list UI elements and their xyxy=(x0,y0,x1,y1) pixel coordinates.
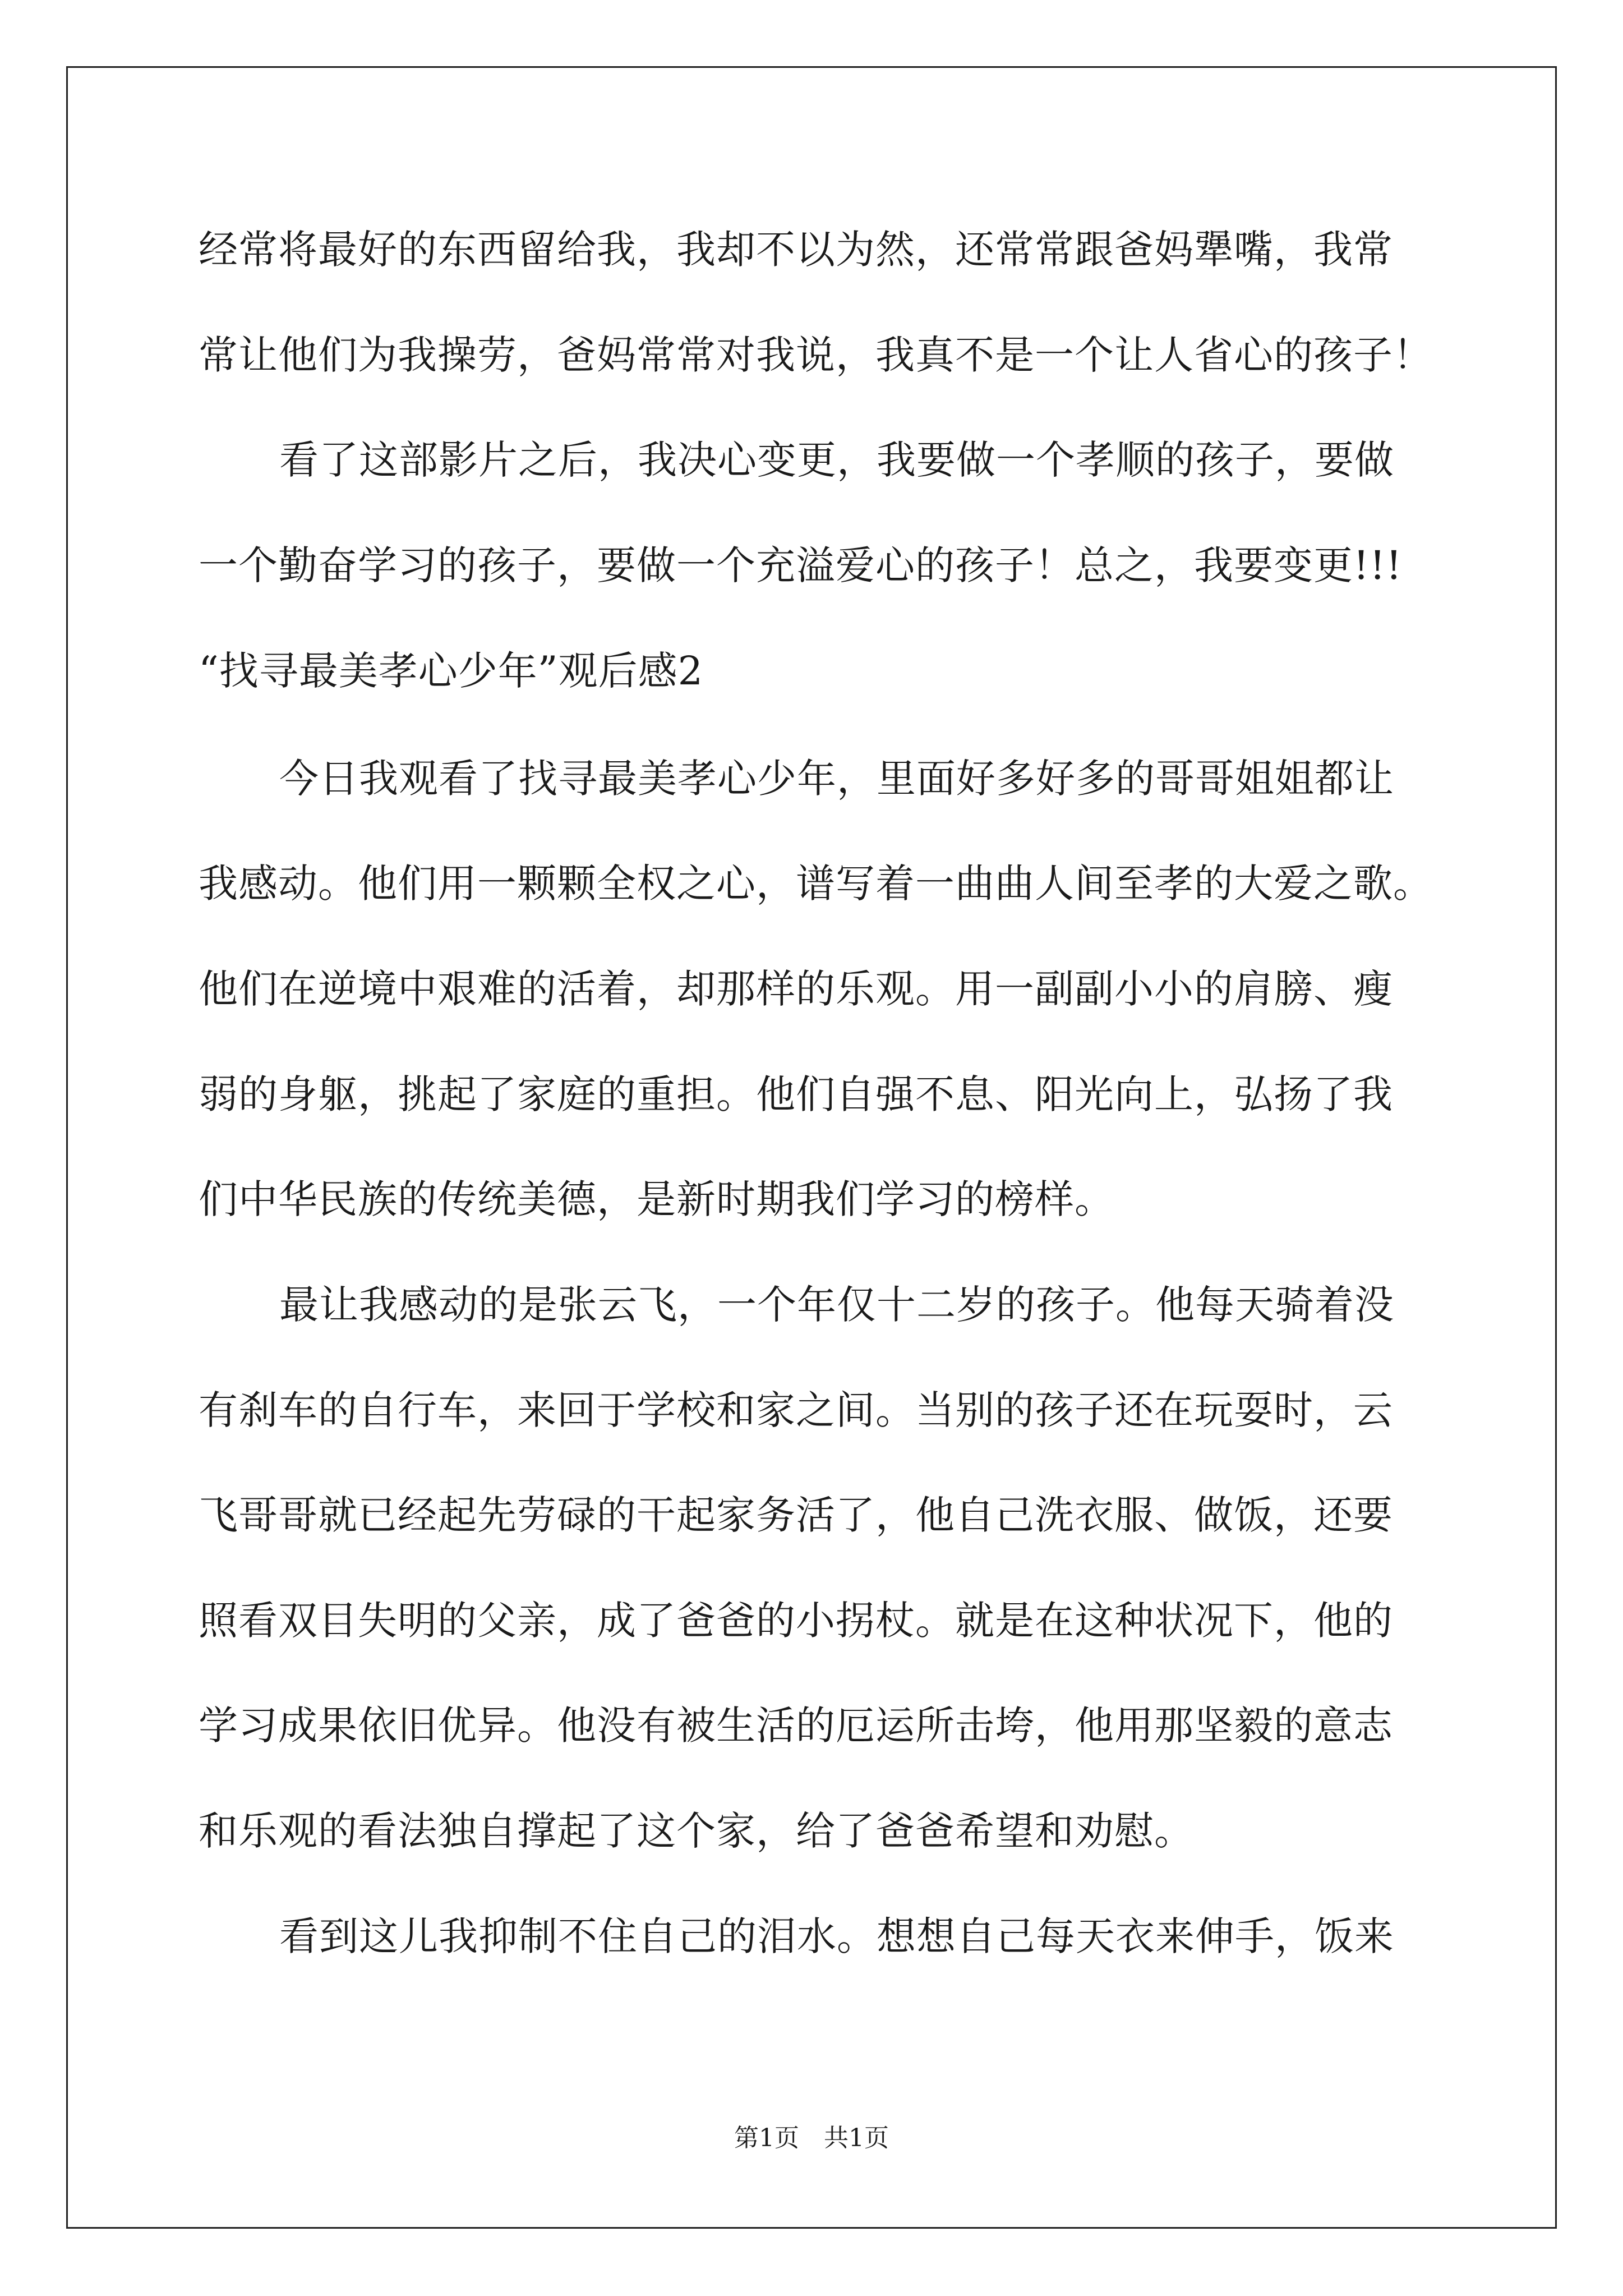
text-line: 今日我观看了找寻最美孝心少年，里面好多好多的哥哥姐姐都让 xyxy=(279,756,1394,802)
text-line: 照看双目失明的父亲，成了爸爸的小拐杖。就是在这种状况下，他的 xyxy=(199,1598,1393,1644)
text-line: 学习成果依旧优异。他没有被生活的厄运所击垮，他用那坚毅的意志 xyxy=(199,1703,1393,1749)
text-line: 和乐观的看法独自撑起了这个家，给了爸爸希望和劝慰。 xyxy=(199,1808,1194,1854)
text-line: 有刹车的自行车，来回于学校和家之间。当别的孩子还在玩耍时，云 xyxy=(199,1387,1393,1433)
text-line: 常让他们为我操劳，爸妈常常对我说，我真不是一个让人省心的孩子！ xyxy=(199,332,1433,378)
text-line: 们中华民族的传统美德，是新时期我们学习的榜样。 xyxy=(199,1176,1114,1222)
text-line: 我感动。他们用一颗颗全权之心，谱写着一曲曲人间至孝的大爱之歌。 xyxy=(199,861,1433,907)
page-number: 第1页 共1页 xyxy=(734,2124,889,2152)
text-line: 飞哥哥就已经起先劳碌的干起家务活了，他自己洗衣服、做饭，还要 xyxy=(199,1492,1393,1538)
page-border xyxy=(66,66,1557,2229)
text-line: 一个勤奋学习的孩子，要做一个充溢爱心的孩子！总之，我要变更!!! xyxy=(199,542,1403,588)
text-line: 他们在逆境中艰难的活着，却那样的乐观。用一副副小小的肩膀、瘦 xyxy=(199,966,1393,1012)
text-line: 最让我感动的是张云飞，一个年仅十二岁的孩子。他每天骑着没 xyxy=(279,1282,1394,1328)
section-heading: “找寻最美孝心少年”观后感2 xyxy=(199,648,704,694)
text-line: 经常将最好的东西留给我，我却不以为然，还常常跟爸妈犟嘴，我常 xyxy=(199,227,1393,273)
text-line: 看到这儿我抑制不住自己的泪水。想想自己每天衣来伸手，饭来 xyxy=(279,1913,1394,1959)
text-line: 弱的身躯，挑起了家庭的重担。他们自强不息、阳光向上，弘扬了我 xyxy=(199,1071,1393,1117)
text-line: 看了这部影片之后，我决心变更，我要做一个孝顺的孩子，要做 xyxy=(279,437,1394,483)
